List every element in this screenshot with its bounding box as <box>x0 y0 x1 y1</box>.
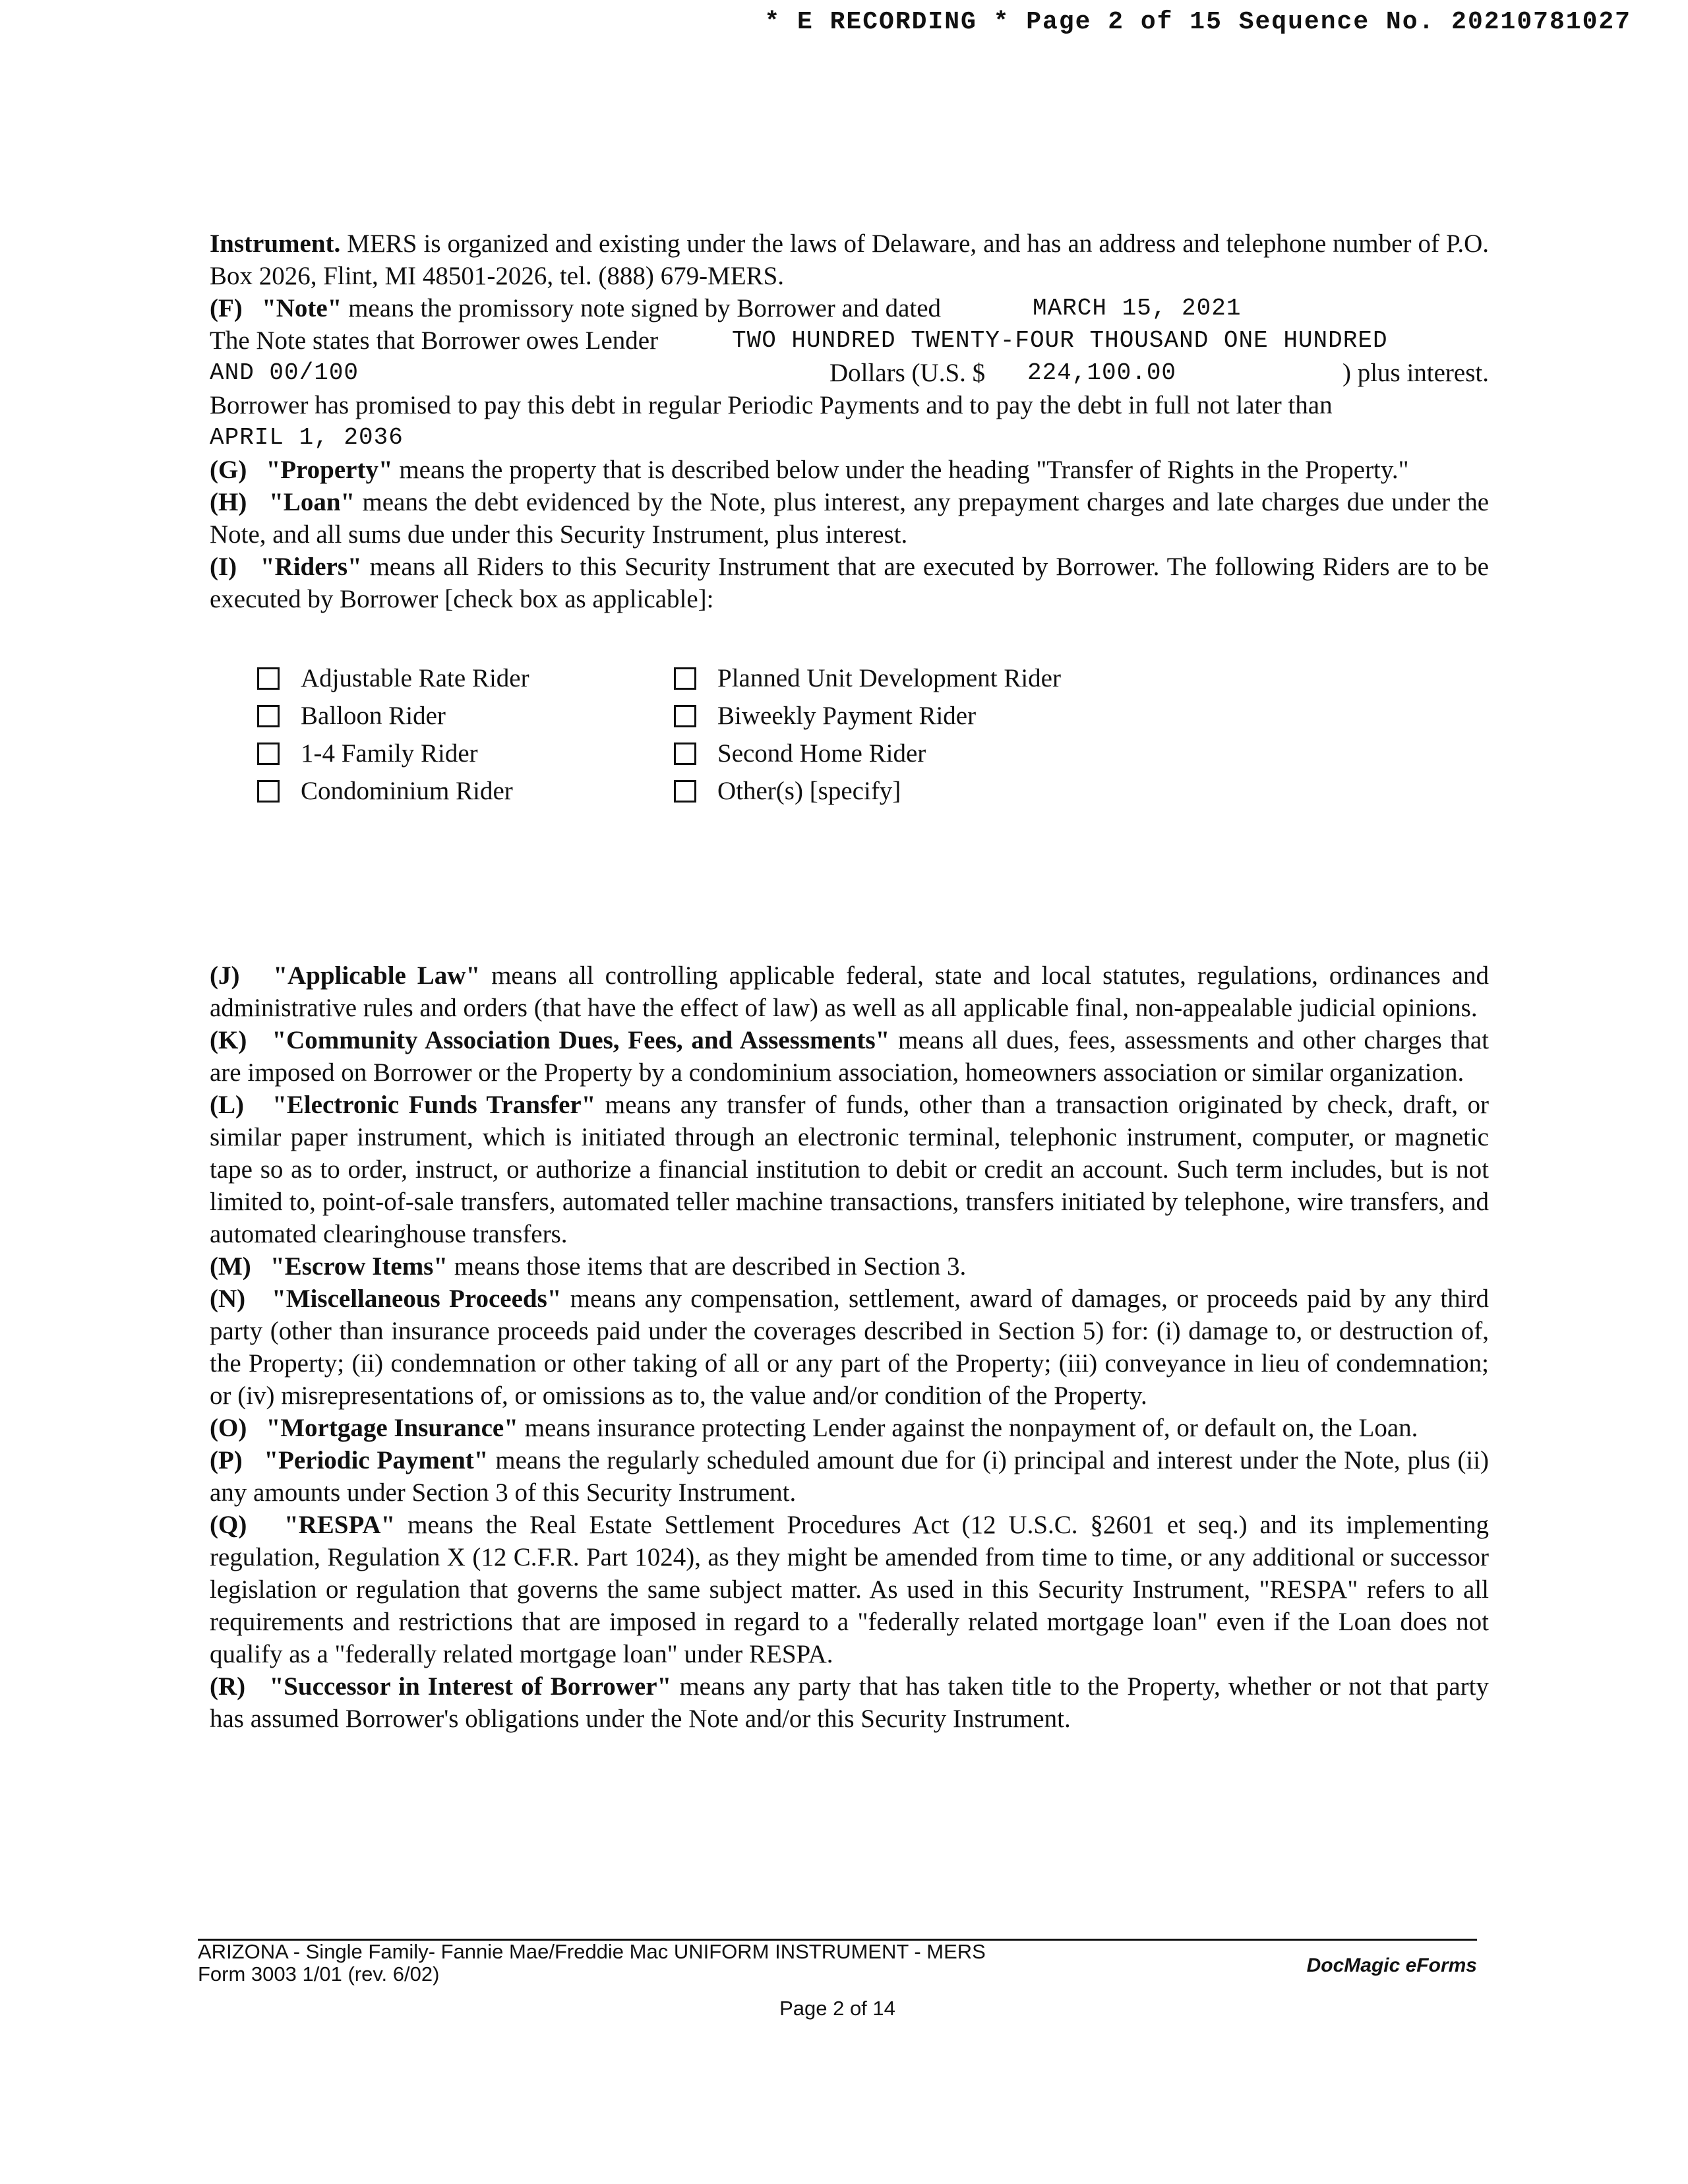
definition-p: (P) "Periodic Payment" means the regularly scheduled amount due for (i) principal and interest under the Note, plus (ii) any amounts under Section 3 of this Security Instrument. <box>210 1446 1490 1507</box>
page-number: Page 2 of 14 <box>779 1997 895 2020</box>
rider-1-4-family[interactable]: 1-4 Family Rider <box>257 735 478 772</box>
note-line <box>210 292 1489 324</box>
rider-biweekly-payment[interactable]: Biweekly Payment Rider <box>674 697 976 735</box>
form-number: Form 3003 1/01 (rev. 6/02) <box>198 1962 440 1986</box>
rider-second-home[interactable]: Second Home Rider <box>674 735 926 772</box>
definition-q: (Q) "RESPA" means the Real Estate Settlement Procedures Act (12 U.S.C. §2601 et seq.) and its implementing regulation, Regulation X (12 C.F.R. Part 1024), as they might be amended from time to time, or any additional or successor legislation or regulation that governs the same subject matter. As used in this Security Instrument, "RESPA" refers to all requirements and restrictions that are imposed in regard to a "federally related mortgage loan" even if the Loan does not qualify as a "federally related mortgage loan" under RESPA. <box>210 1511 1490 1668</box>
rider-adjustable-rate[interactable]: Adjustable Rate Rider <box>257 659 529 697</box>
definitions-bottom <box>210 959 1489 1735</box>
promise-text: Borrower has promised to pay this debt in regular Periodic Payments and to pay the debt in full not later than <box>210 391 1333 419</box>
maturity-line <box>210 421 1489 454</box>
maturity-date: APRIL 1, 2036 <box>210 424 404 451</box>
amount-words-2: AND 00/100 <box>210 359 359 386</box>
checkbox[interactable] <box>257 743 280 765</box>
checkbox[interactable] <box>257 780 280 803</box>
rider-row <box>257 697 1180 735</box>
note-amount-line-1 <box>210 324 1489 357</box>
rider-others[interactable]: Other(s) [specify] <box>674 772 901 810</box>
definition-l: (L) "Electronic Funds Transfer" means any transfer of funds, other than a transaction originated by check, draft, or similar paper instrument, which is initiated through an electronic terminal, telephonic instrument, computer, or magnetic tape so as to order, instruct, or authorize a financial institution to debit or credit an account. Such term includes, but is not limited to, point-of-sale transfers, automated teller machine transactions, transfers initiated by telephone, wire transfers, and automated clearinghouse transfers. <box>210 1091 1490 1248</box>
checkbox[interactable] <box>674 780 696 803</box>
definitions-top <box>210 228 1489 615</box>
dollars-label: Dollars (U.S. $ <box>829 359 986 387</box>
checkbox[interactable] <box>674 705 696 727</box>
plus-interest: ) plus interest. <box>1342 359 1489 387</box>
note-term: "Note" <box>262 294 342 322</box>
checkbox[interactable] <box>257 705 280 727</box>
docmagic-logo: DocMagic eForms <box>1306 1955 1477 1976</box>
note-text: means the promissory note signed by Borrower and dated <box>342 294 942 322</box>
riders-checklist <box>257 659 1180 810</box>
definition-n: (N) "Miscellaneous Proceeds" means any compensation, settlement, award of damages, or proceeds paid by any third party (other than insurance proceeds paid under the coverages described in Section 5) for: (i) damage to, or destruction of, the Property; (ii) condemnation or other taking of all or any part of the Property; (iii) conveyance in lieu of condemnation; or (iv) misrepresentations of, or omissions as to, the value and/or condition of the Property. <box>210 1285 1489 1410</box>
rider-condominium[interactable]: Condominium Rider <box>257 772 513 810</box>
intro-lead: Instrument. <box>210 229 341 258</box>
definition-h: (H) "Loan" means the debt evidenced by the Note, plus interest, any prepayment charges and late charges due under the Note, and all sums due under this Security Instrument, plus interest. <box>210 488 1489 549</box>
definition-o: (O) "Mortgage Insurance" means insurance protecting Lender against the nonpayment of, or default on, the Loan. <box>210 1414 1418 1442</box>
rider-balloon[interactable]: Balloon Rider <box>257 697 446 735</box>
page-footer <box>198 1939 1477 2020</box>
rider-row <box>257 735 1180 772</box>
note-date: MARCH 15, 2021 <box>1033 295 1242 322</box>
recording-header: * E RECORDING * Page 2 of 15 Sequence No. 20210781027 <box>764 8 1631 36</box>
definition-i: (I) "Riders" means all Riders to this Security Instrument that are executed by Borrower. The following Riders are to be executed by Borrower [check box as applicable]: <box>210 553 1489 613</box>
checkbox[interactable] <box>257 667 280 690</box>
rider-row <box>257 772 1180 810</box>
rider-row <box>257 659 1180 697</box>
note-label: (F) <box>210 294 243 322</box>
definition-j: (J) "Applicable Law" means all controlling applicable federal, state and local statutes, regulations, ordinances and administrative rules and orders (that have the effect of law) as well as all applicable final, non-appealable judicial opinions. <box>210 961 1490 1022</box>
loan-amount: 224,100.00 <box>1027 359 1177 386</box>
rider-planned-unit-development[interactable]: Planned Unit Development Rider <box>674 659 1061 697</box>
note-amount-line-2 <box>210 357 1489 389</box>
intro-text: MERS is organized and existing under the laws of Delaware, and has an address and telephone number of P.O. Box 2026, Flint, MI 48501-2026, tel. (888) 679-MERS. <box>210 229 1489 290</box>
note-owes-text: The Note states that Borrower owes Lender <box>210 326 659 355</box>
definition-r: (R) "Successor in Interest of Borrower" means any party that has taken title to the Property, whether or not that party has assumed Borrower's obligations under the Note and/or this Security Instrument. <box>210 1672 1489 1733</box>
form-title: ARIZONA - Single Family- Fannie Mae/Freddie Mac UNIFORM INSTRUMENT - MERS <box>198 1940 986 1963</box>
definition-k: (K) "Community Association Dues, Fees, and Assessments" means all dues, fees, assessments and other charges that are imposed on Borrower or the Property by a condominium association, homeowners association or similar organization. <box>210 1026 1490 1087</box>
checkbox[interactable] <box>674 667 696 690</box>
checkbox[interactable] <box>674 743 696 765</box>
amount-words-1: TWO HUNDRED TWENTY-FOUR THOUSAND ONE HUNDRED <box>732 327 1388 354</box>
intro-paragraph <box>210 228 1489 292</box>
definition-m: (M) "Escrow Items" means those items that are described in Section 3. <box>210 1252 967 1281</box>
definition-g: (G) "Property" means the property that is described below under the heading "Transfer of Rights in the Property." <box>210 456 1409 484</box>
